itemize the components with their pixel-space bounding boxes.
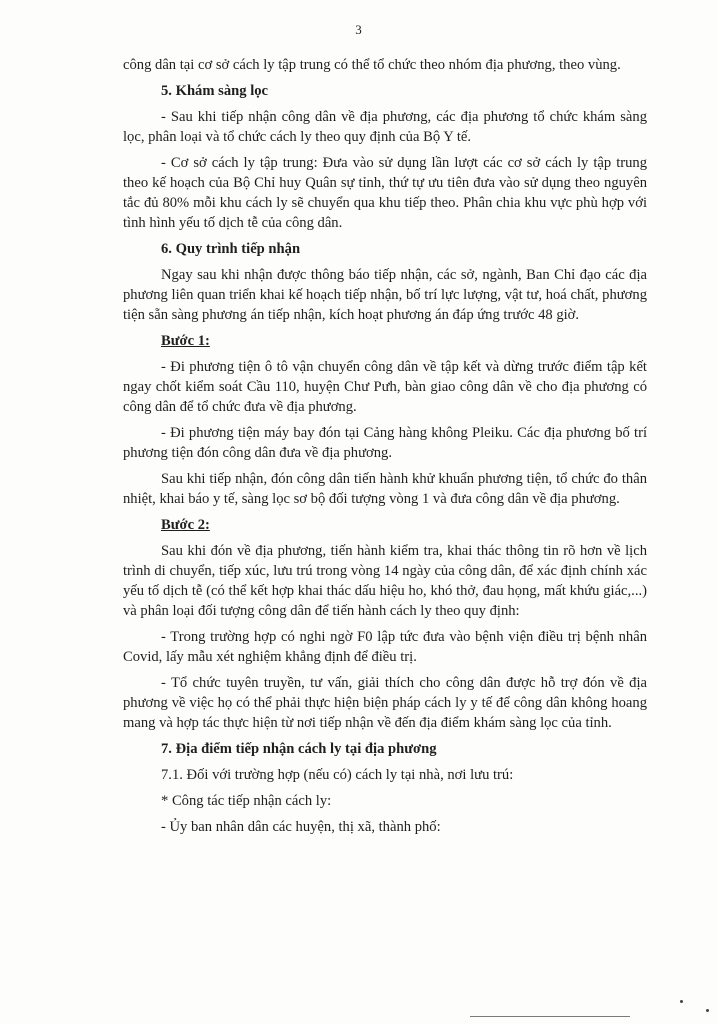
step-heading: Bước 2: (161, 517, 210, 533)
scan-speck (706, 1009, 709, 1012)
section-heading: 7. Địa điểm tiếp nhận cách ly tại địa phương (161, 741, 437, 757)
paragraph: Sau khi đón về địa phương, tiến hành kiểm tra, khai thác thông tin rõ hơn về lịch trình di chuyển, tiếp xúc, lưu trú trong vòng 14 ngày của công dân, để xác định chính xác yếu tố dịch tễ (có thể kết hợp khai thác dấu hiệu ho, khó thở, đau họng, mất khứu giác,...) và phân loại đối tượng công dân để tiến hành cách ly theo quy định: (123, 543, 647, 619)
section-heading: 5. Khám sàng lọc (161, 83, 269, 99)
paragraph: Sau khi tiếp nhận, đón công dân tiến hành khử khuẩn phương tiện, tổ chức đo thân nhiệt, khai báo y tế, sàng lọc sơ bộ đối tượng vòng 1 và đưa công dân về địa phương. (123, 471, 647, 507)
paragraph: - Trong trường hợp có nghi ngờ F0 lập tức đưa vào bệnh viện điều trị bệnh nhân Covid, lấy mẫu xét nghiệm khẳng định để điều trị. (123, 629, 647, 665)
paragraph: - Cơ sở cách ly tập trung: Đưa vào sử dụng lần lượt các cơ sở cách ly tập trung theo kế hoạch của Bộ Chỉ huy Quân sự tỉnh, thứ tự ưu tiên đưa vào sử dụng theo nguyên tắc đủ 80% mỗi khu cách ly sẽ chuyển qua khu tiếp theo. Phân chia khu vực phù hợp với tình hình yếu tố dịch tễ của công dân. (123, 155, 647, 231)
paragraph: - Đi phương tiện máy bay đón tại Cảng hàng không Pleiku. Các địa phương bố trí phương tiện đón công dân đưa về địa phương. (123, 425, 647, 461)
paragraph: - Ủy ban nhân dân các huyện, thị xã, thành phố: (161, 819, 441, 835)
paragraph: - Tổ chức tuyên truyền, tư vấn, giải thích cho công dân được hỗ trợ đón về địa phương về việc họ có thể phải thực hiện biện pháp cách ly y tế để công dân không hoang mang và hợp tác thực hiện từ nơi tiếp nhận về đến địa điểm khám sàng lọc của tỉnh. (123, 675, 647, 731)
section-heading: 6. Quy trình tiếp nhận (161, 241, 301, 257)
paragraph: * Công tác tiếp nhận cách ly: (161, 793, 332, 809)
paragraph: Ngay sau khi nhận được thông báo tiếp nhận, các sở, ngành, Ban Chỉ đạo các địa phương liên quan triển khai kế hoạch tiếp nhận, bố trí lực lượng, vật tư, hoá chất, phương tiện sẵn sàng phương án tiếp nhận, kích hoạt phương án đáp ứng trước 48 giờ. (123, 267, 647, 323)
paragraph: công dân tại cơ sở cách ly tập trung có thể tổ chức theo nhóm địa phương, theo vùng. (123, 57, 621, 73)
document-body (123, 55, 647, 843)
step-heading: Bước 1: (161, 333, 210, 349)
paragraph: 7.1. Đối với trường hợp (nếu có) cách ly tại nhà, nơi lưu trú: (161, 767, 514, 783)
paragraph: - Đi phương tiện ô tô vận chuyển công dân về tập kết và dừng trước điểm tập kết ngay chốt kiểm soát Cầu 110, huyện Chư Pưh, bàn giao công dân về cho địa phương có công dân để tổ chức đưa về địa phương. (123, 359, 647, 415)
scan-speck (680, 1000, 683, 1003)
paragraph: - Sau khi tiếp nhận công dân về địa phương, các địa phương tổ chức khám sàng lọc, phân loại và tổ chức cách ly theo quy định của Bộ Y tế. (123, 109, 647, 145)
page-number: 3 (355, 22, 362, 37)
scan-edge-line (470, 1016, 630, 1017)
